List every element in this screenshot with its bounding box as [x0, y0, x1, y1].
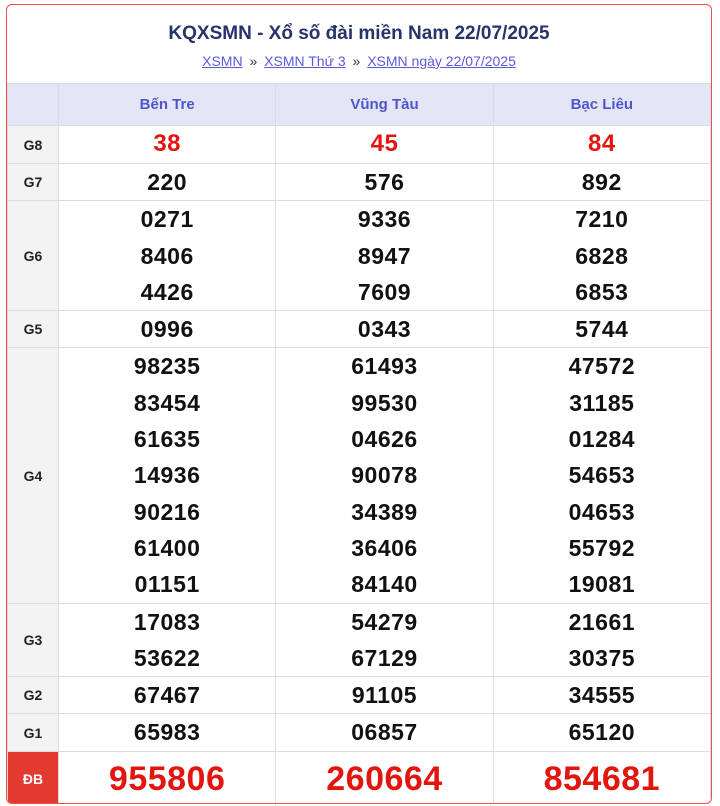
prize-cell: [59, 603, 276, 677]
prize-number: 61493: [351, 353, 418, 380]
prize-number: 84: [587, 130, 616, 158]
prize-number: 854681: [543, 759, 661, 798]
prize-number: 53622: [133, 644, 201, 671]
prize-number: 91105: [351, 682, 418, 709]
prize-number: 34389: [351, 498, 418, 525]
prize-cell: [276, 751, 493, 804]
prize-cell: [493, 311, 710, 348]
prize-row-g8: [8, 126, 711, 164]
prize-number: 54653: [568, 462, 636, 489]
province-header-row: [8, 84, 711, 126]
prize-number: 6853: [575, 278, 629, 305]
prize-row-g4: [8, 348, 711, 603]
prize-cell: [276, 603, 493, 677]
prize-number: 5744: [575, 316, 629, 343]
breadcrumb-separator: »: [249, 53, 258, 69]
prize-cell: [276, 201, 493, 311]
prize-number: 67129: [351, 644, 418, 671]
prize-cell: [59, 164, 276, 201]
prize-number: 38: [153, 130, 182, 158]
prize-number: 04626: [351, 426, 418, 453]
prize-row-g5: [8, 311, 711, 348]
prize-label: G7: [8, 164, 59, 201]
prize-number: 01151: [134, 571, 200, 598]
breadcrumb-separator: »: [352, 53, 361, 69]
prize-number: 8947: [357, 242, 412, 269]
prize-label: G6: [8, 201, 59, 311]
prize-number: 17083: [133, 608, 201, 635]
prize-number: 98235: [133, 353, 201, 380]
prize-number: 67467: [133, 682, 201, 709]
province-ben-tre: Bến Tre: [59, 84, 276, 126]
prize-label: G1: [8, 714, 59, 751]
prize-number: 0271: [140, 206, 194, 233]
prize-number: 55792: [568, 534, 636, 561]
prize-cell: [493, 348, 710, 603]
prize-number: 892: [581, 169, 622, 195]
prize-number: 9336: [357, 206, 412, 233]
prize-row-g1: [8, 714, 711, 751]
prize-cell: [276, 677, 493, 714]
prize-number: 06857: [351, 719, 418, 746]
prize-number: 31185: [569, 389, 635, 416]
province-vung-tau: Vũng Tàu: [276, 84, 493, 126]
prize-number: 90216: [133, 498, 201, 525]
prize-number: 54279: [351, 608, 418, 635]
prize-cell: [493, 677, 710, 714]
prize-label: G5: [8, 311, 59, 348]
prize-cell: [493, 603, 710, 677]
prize-cell: [276, 714, 493, 751]
prize-row-g2: [8, 677, 711, 714]
prize-cell: [493, 714, 710, 751]
prize-number: 65983: [133, 719, 201, 746]
prize-cell: [59, 751, 276, 804]
prize-number: 955806: [108, 759, 226, 798]
page-title: KQXSMN - Xổ số đài miền Nam 22/07/2025: [168, 23, 550, 44]
prize-row-g7: [8, 164, 711, 201]
prize-number: 61635: [133, 426, 201, 453]
results-table: [7, 83, 711, 804]
prize-number: 6828: [575, 242, 629, 269]
prize-number: 7210: [575, 206, 629, 233]
prize-cell: [59, 348, 276, 603]
prize-cell: [493, 751, 710, 804]
prize-row-g6: [8, 201, 711, 311]
prize-number: 260664: [326, 759, 443, 798]
corner-cell: [8, 84, 59, 126]
prize-cell: [493, 201, 710, 311]
prize-cell: [276, 126, 493, 164]
prize-number: 34555: [568, 682, 636, 709]
prize-cell: [59, 126, 276, 164]
prize-number: 19081: [568, 571, 636, 598]
prize-number: 99530: [351, 389, 418, 416]
prize-number: 84140: [351, 571, 418, 598]
prize-cell: [493, 164, 710, 201]
prize-cell: [276, 311, 493, 348]
results-panel: [6, 4, 712, 804]
prize-cell: [493, 126, 710, 164]
prize-number: 47572: [568, 353, 636, 380]
prize-number: 8406: [140, 242, 194, 269]
prize-label: G4: [8, 348, 59, 603]
breadcrumb-link-xsmn-thu3[interactable]: XSMN Thứ 3: [264, 53, 346, 69]
prize-number: 01284: [568, 426, 636, 453]
prize-cell: [59, 201, 276, 311]
prize-number: 7609: [357, 278, 412, 305]
prize-label: G8: [8, 126, 59, 164]
prize-row-g3: [8, 603, 711, 677]
prize-label: G2: [8, 677, 59, 714]
prize-number: 61400: [133, 534, 201, 561]
prize-number: 4426: [140, 278, 194, 305]
breadcrumb-link-xsmn-date[interactable]: XSMN ngày 22/07/2025: [367, 53, 516, 69]
results-header: [7, 5, 711, 83]
prize-cell: [59, 311, 276, 348]
prize-number: 90078: [351, 462, 418, 489]
prize-number: 0343: [357, 316, 412, 343]
prize-cell: [59, 677, 276, 714]
prize-cell: [276, 164, 493, 201]
prize-number: 45: [370, 130, 399, 158]
prize-number: 30375: [568, 644, 636, 671]
prize-cell: [59, 714, 276, 751]
prize-number: 21661: [568, 608, 636, 635]
prize-number: 0996: [140, 316, 194, 343]
prize-number: 04653: [568, 498, 636, 525]
prize-label: ĐB: [8, 751, 59, 804]
province-bac-lieu: Bạc Liêu: [493, 84, 710, 126]
breadcrumb: [7, 53, 711, 69]
prize-number: 14936: [133, 462, 201, 489]
prize-cell: [276, 348, 493, 603]
prize-number: 36406: [351, 534, 418, 561]
breadcrumb-link-xsmn[interactable]: XSMN: [202, 53, 243, 69]
prize-number: 65120: [568, 719, 636, 746]
prize-number: 576: [364, 169, 405, 195]
prize-label: G3: [8, 603, 59, 677]
prize-number: 83454: [133, 389, 201, 416]
prize-number: 220: [147, 169, 188, 195]
prize-row-đb: [8, 751, 711, 804]
